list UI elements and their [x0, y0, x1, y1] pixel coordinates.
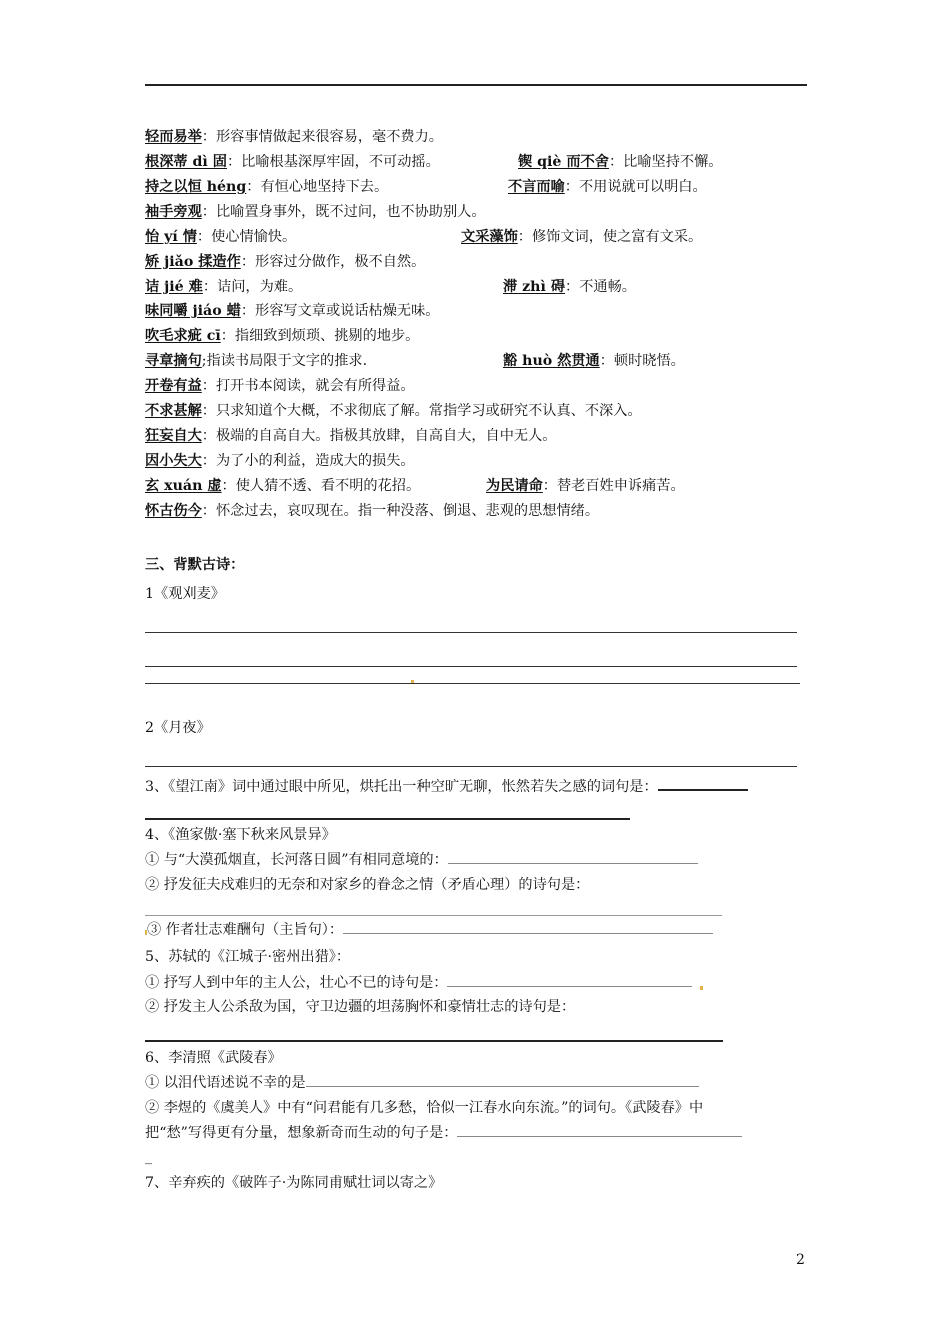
vocab-term: 为民请命 [486, 478, 543, 494]
vocab-row-16 [145, 499, 599, 523]
answer-line[interactable] [145, 683, 800, 684]
vocab-term: 怀古伤今 [145, 503, 202, 519]
vocab-def: ：诘问，为难。 [202, 279, 303, 295]
vocab-term: 玄 xuán 虚 [145, 478, 222, 494]
vocab-term: 文采藻饰 [461, 229, 518, 245]
vocab-row-8 [145, 299, 439, 323]
vocab-row-15 [145, 474, 420, 498]
question-4-1 [145, 848, 698, 872]
vocab-term: 轻而易举 [145, 129, 202, 145]
vocab-def: ：指细致到烦琐、挑剔的地步。 [220, 328, 420, 344]
vocab-term: 滞 zhì 碍 [503, 279, 566, 295]
vocab-term: 诘 jié 难 [145, 279, 203, 295]
question-3-text [145, 775, 748, 799]
answer-blank[interactable] [343, 919, 713, 934]
vocab-term: 因小失大 [145, 453, 202, 469]
question-6-title: 6、李清照《武陵春》 [145, 1050, 282, 1066]
vocab-term: 袖手旁观 [145, 204, 202, 220]
vocab-row-10 [145, 349, 367, 373]
question-4-2: ② 抒发征夫戍难归的无奈和对家乡的眷念之情（矛盾心理）的诗句是： [145, 877, 590, 893]
vocab-term: 不求甚解 [145, 403, 202, 419]
vocab-def: ：修饰文词，使之富有文采。 [517, 229, 703, 245]
vocab-row-6 [145, 250, 425, 274]
vocab-term: 不言而喻 [508, 179, 565, 195]
vocab-row-15-right [486, 474, 685, 498]
question-5-2: ② 抒发主人公杀敌为国，守卫边疆的坦荡胸怀和豪情壮志的诗句是： [145, 999, 576, 1015]
vocab-term: 寻章摘句 [145, 353, 202, 369]
vocab-def: ：比喻坚持不懈。 [608, 154, 723, 170]
vocab-def: ：为了小的利益，造成大的损失。 [201, 453, 415, 469]
answer-line[interactable] [145, 818, 630, 820]
question-1-title: 1《观刈麦》 [145, 586, 225, 602]
vocab-row-3 [145, 175, 388, 199]
vocab-def: ：形容写文章或说话枯燥无味。 [240, 303, 440, 319]
vocab-def: ：不用说就可以明白。 [564, 179, 707, 195]
vocab-row-9 [145, 324, 419, 348]
vocab-term: 根深蒂 dì 固 [145, 154, 227, 170]
vocab-term: 味同嚼 jiáo 蜡 [145, 303, 241, 319]
vocab-def: ：怀念过去，哀叹现在。指一种没落、倒退、悲观的思想情绪。 [201, 503, 600, 519]
vocab-def: ：使心情愉快。 [196, 229, 297, 245]
vocab-row-10-right [503, 349, 685, 373]
answer-blank[interactable] [448, 849, 698, 864]
vocab-def: ;指读书局限于文字的推求. [201, 353, 368, 369]
vocab-row-13 [145, 424, 556, 448]
question-6-1-label: ① 以泪代语述说不幸的是 [145, 1075, 306, 1091]
vocab-row-4 [145, 200, 486, 224]
vocab-term: 吹毛求疵 cī [145, 328, 221, 344]
question-4-1-label: ① 与“大漠孤烟直，长河落日圆”有相同意境的： [145, 852, 448, 868]
vocab-def: ：形容事情做起来很容易，毫不费力。 [201, 129, 443, 145]
answer-blank[interactable] [306, 1072, 699, 1087]
vocab-term: 矫 jiǎo 揉造作 [145, 254, 241, 270]
question-4-3-label: ③ 作者壮志难酬句（主旨句）： [147, 922, 344, 938]
vocab-term: 豁 huò 然贯通 [503, 353, 600, 369]
question-6-2-label: 把“愁”写得更有分量，想象新奇而生动的句子是： [145, 1125, 458, 1141]
vocab-row-2 [145, 150, 440, 174]
vocab-row-14 [145, 449, 415, 473]
answer-line[interactable] [145, 666, 797, 667]
vocab-term: 怡 yí 情 [145, 229, 197, 245]
vocab-row-3-right [508, 175, 707, 199]
vocab-row-5-right [461, 225, 702, 249]
vocab-row-5 [145, 225, 296, 249]
vocab-def: ：形容过分做作，极不自然。 [240, 254, 426, 270]
vocab-row-12 [145, 399, 642, 423]
vocab-term: 开卷有益 [145, 378, 202, 394]
question-5-1 [145, 971, 692, 995]
vocab-row-11 [145, 374, 415, 398]
vocab-row-2-right [518, 150, 722, 174]
vocab-term: 持之以恒 héng [145, 179, 247, 195]
question-5-title: 5、苏轼的《江城子·密州出猎》： [145, 949, 351, 965]
vocab-def: ：只求知道个大概，不求彻底了解。常指学习或研究不认真、不深入。 [201, 403, 642, 419]
question-6-2-continuation: _ [145, 1149, 153, 1165]
vocab-def: ：不通畅。 [565, 279, 636, 295]
answer-line[interactable] [145, 915, 722, 916]
vocab-def: ：使人猜不透、看不明的花招。 [221, 478, 421, 494]
vocab-row-1 [145, 125, 443, 149]
section-heading: 三、背默古诗： [145, 557, 245, 573]
top-rule [145, 84, 807, 86]
vocab-term: 狂妄自大 [145, 428, 202, 444]
question-5-1-label: ① 抒写人到中年的主人公，壮心不已的诗句是： [145, 975, 448, 991]
answer-blank[interactable] [447, 972, 692, 987]
stray-mark [700, 986, 703, 990]
vocab-def: ：打开书本阅读，就会有所得益。 [201, 378, 415, 394]
question-4-3 [147, 918, 713, 942]
vocab-def: ：比喻根基深厚牢固，不可动摇。 [226, 154, 440, 170]
vocab-row-7-right [503, 275, 636, 299]
answer-line[interactable] [145, 632, 797, 633]
question-7-title: 7、辛弃疾的《破阵子·为陈同甫赋壮词以寄之》 [145, 1175, 443, 1191]
vocab-def: ：比喻置身事外，既不过问，也不协助别人。 [201, 204, 486, 220]
page-number: 2 [796, 1252, 805, 1268]
vocab-row-7 [145, 275, 302, 299]
question-6-2-line-1: ② 李煜的《虞美人》中有“问君能有几多愁，恰似一江春水向东流。”的词句。《武陵春》中 [145, 1100, 704, 1116]
answer-blank[interactable] [457, 1122, 742, 1137]
answer-line[interactable] [145, 1040, 723, 1042]
question-6-1 [145, 1071, 699, 1095]
vocab-def: ：顿时晓悟。 [599, 353, 685, 369]
vocab-def: ：有恒心地坚持下去。 [246, 179, 389, 195]
vocab-term: 锲 qiè 而不舍 [518, 154, 609, 170]
question-4-title: 4、《渔家傲·塞下秋来风景异》 [145, 827, 336, 843]
stray-mark [411, 680, 414, 683]
answer-blank[interactable] [658, 775, 748, 791]
question-3-label: 3、《望江南》词中通过眼中所见，烘托出一种空旷无聊，怅然若失之感的词句是： [145, 779, 658, 795]
question-6-2-line-2 [145, 1121, 742, 1145]
question-2-title: 2《月夜》 [145, 720, 211, 736]
vocab-def: ：极端的自高自大。指极其放肆，自高自大，自中无人。 [201, 428, 557, 444]
answer-line[interactable] [145, 766, 797, 767]
vocab-def: ：替老百姓申诉痛苦。 [542, 478, 685, 494]
